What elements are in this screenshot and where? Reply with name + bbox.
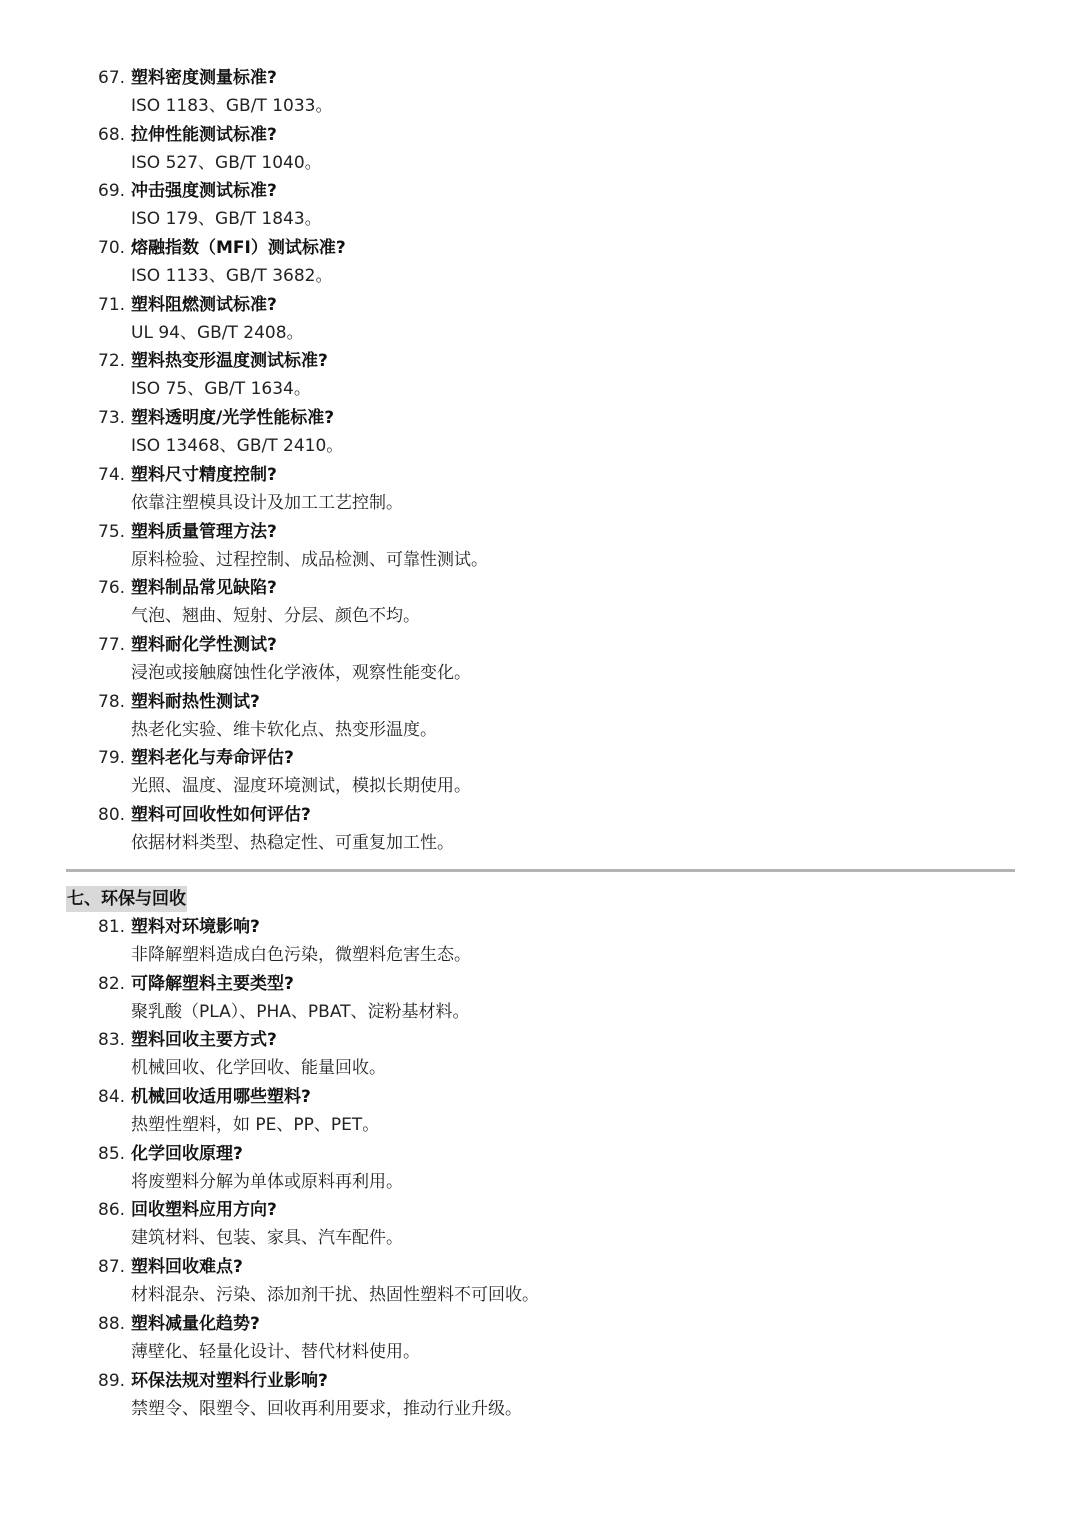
question-line [0,404,1080,432]
question-line [0,347,1080,375]
question-text: 塑料耐热性测试? [131,691,260,712]
question-line [0,64,1080,92]
qa-item [0,404,1080,461]
question-text: 塑料减量化趋势? [131,1313,260,1334]
item-number: 86. [98,1200,126,1221]
question-text: 熔融指数（MFI）测试标准? [131,238,346,259]
question-text: 塑料耐化学性测试? [131,634,277,655]
qa-item [0,1083,1080,1140]
question-line [0,631,1080,659]
question-line [0,913,1080,941]
answer-text: ISO 527、GB/T 1040。 [131,152,322,173]
item-number: 84. [98,1087,126,1108]
qa-item [0,688,1080,745]
qa-item [0,801,1080,858]
question-text: 塑料质量管理方法? [131,521,277,542]
qa-item [0,347,1080,404]
question-line [0,1140,1080,1168]
qa-item [0,1367,1080,1424]
qa-item [0,177,1080,234]
answer-text: 光照、温度、湿度环境测试，模拟长期使用。 [131,776,471,797]
qa-list-testing [0,64,1080,858]
item-number: 74. [98,464,126,485]
qa-item [0,291,1080,348]
answer-text: UL 94、GB/T 2408。 [131,322,304,343]
qa-item [0,518,1080,575]
question-text: 塑料热变形温度测试标准? [131,351,328,372]
question-line [0,1310,1080,1338]
answer-text: 机械回收、化学回收、能量回收。 [131,1058,386,1079]
item-number: 88. [98,1313,126,1334]
question-line [0,177,1080,205]
question-text: 塑料密度测量标准? [131,68,277,88]
question-line [0,1083,1080,1111]
answer-text: 热老化实验、维卡软化点、热变形温度。 [131,719,437,740]
item-number: 81. [98,917,126,937]
item-number: 68. [98,124,126,145]
item-number: 70. [98,238,126,259]
question-text: 塑料尺寸精度控制? [131,464,277,485]
question-line [0,1253,1080,1281]
qa-item [0,234,1080,291]
item-number: 82. [98,973,126,994]
question-line [0,291,1080,319]
answer-text: 浸泡或接触腐蚀性化学液体，观察性能变化。 [131,662,471,683]
qa-item [0,121,1080,178]
question-text: 塑料透明度/光学性能标准? [131,408,335,429]
question-text: 塑料回收难点? [131,1257,243,1278]
section-divider [66,869,1015,872]
item-number: 89. [98,1370,126,1391]
item-number: 75. [98,521,126,542]
answer-text: 将废塑料分解为单体或原料再利用。 [131,1171,403,1192]
answer-text: 热塑性塑料，如 PE、PP、PET。 [131,1115,380,1136]
question-text: 环保法规对塑料行业影响? [131,1370,328,1391]
item-number: 71. [98,294,126,315]
item-number: 80. [98,804,126,825]
question-text: 化学回收原理? [131,1143,243,1164]
question-text: 塑料阻燃测试标准? [131,294,277,315]
question-text: 塑料老化与寿命评估? [131,748,294,769]
item-number: 72. [98,351,126,372]
question-text: 塑料制品常见缺陷? [131,578,277,599]
answer-text: 建筑材料、包装、家具、汽车配件。 [131,1228,403,1249]
question-text: 拉伸性能测试标准? [131,124,277,145]
qa-item [0,461,1080,518]
answer-text: ISO 75、GB/T 1634。 [131,379,311,400]
question-line [0,234,1080,262]
question-text: 冲击强度测试标准? [131,181,277,202]
question-line [0,801,1080,829]
qa-item [0,1253,1080,1310]
answer-text: 依据材料类型、热稳定性、可重复加工性。 [131,832,454,853]
qa-item [0,1140,1080,1197]
question-text: 塑料可回收性如何评估? [131,804,311,825]
item-number: 87. [98,1257,126,1278]
item-number: 77. [98,634,126,655]
qa-item [0,744,1080,801]
question-text: 可降解塑料主要类型? [131,973,294,994]
question-text: 塑料回收主要方式? [131,1030,277,1051]
item-number: 73. [98,408,126,429]
item-number: 83. [98,1030,126,1051]
question-text: 回收塑料应用方向? [131,1200,277,1221]
item-number: 85. [98,1143,126,1164]
question-line [0,1196,1080,1224]
question-line [0,688,1080,716]
question-line [0,574,1080,602]
answer-text: 气泡、翘曲、短射、分层、颜色不均。 [131,606,420,627]
answer-text: 依靠注塑模具设计及加工工艺控制。 [131,492,403,513]
answer-text: ISO 1183、GB/T 1033。 [131,96,333,116]
question-line [0,1367,1080,1395]
answer-text: ISO 13468、GB/T 2410。 [131,436,344,457]
qa-item [0,1026,1080,1083]
question-line [0,744,1080,772]
item-number: 76. [98,578,126,599]
answer-text: 材料混杂、污染、添加剂干扰、热固性塑料不可回收。 [131,1285,539,1306]
answer-text: 薄壁化、轻量化设计、替代材料使用。 [131,1341,420,1362]
question-line [0,1026,1080,1054]
item-number: 78. [98,691,126,712]
question-text: 机械回收适用哪些塑料? [131,1087,311,1108]
question-line [0,970,1080,998]
qa-item [0,64,1080,121]
qa-list-environment [0,913,1080,1423]
answer-text: 聚乳酸（PLA）、PHA、PBAT、淀粉基材料。 [131,1001,470,1022]
qa-item [0,1196,1080,1253]
qa-item [0,1310,1080,1367]
qa-item [0,970,1080,1027]
question-line [0,518,1080,546]
answer-text: 禁塑令、限塑令、回收再利用要求，推动行业升级。 [131,1398,522,1419]
answer-text: ISO 179、GB/T 1843。 [131,209,322,230]
question-line [0,461,1080,489]
item-number: 67. [98,68,126,88]
section-heading: 七、环保与回收 [66,886,187,912]
question-text: 塑料对环境影响? [131,917,260,937]
answer-text: 非降解塑料造成白色污染，微塑料危害生态。 [131,945,471,965]
qa-item [0,913,1080,970]
qa-item [0,574,1080,631]
answer-text: 原料检验、过程控制、成品检测、可靠性测试。 [131,549,488,570]
question-line [0,121,1080,149]
qa-item [0,631,1080,688]
item-number: 69. [98,181,126,202]
item-number: 79. [98,748,126,769]
answer-text: ISO 1133、GB/T 3682。 [131,266,333,287]
